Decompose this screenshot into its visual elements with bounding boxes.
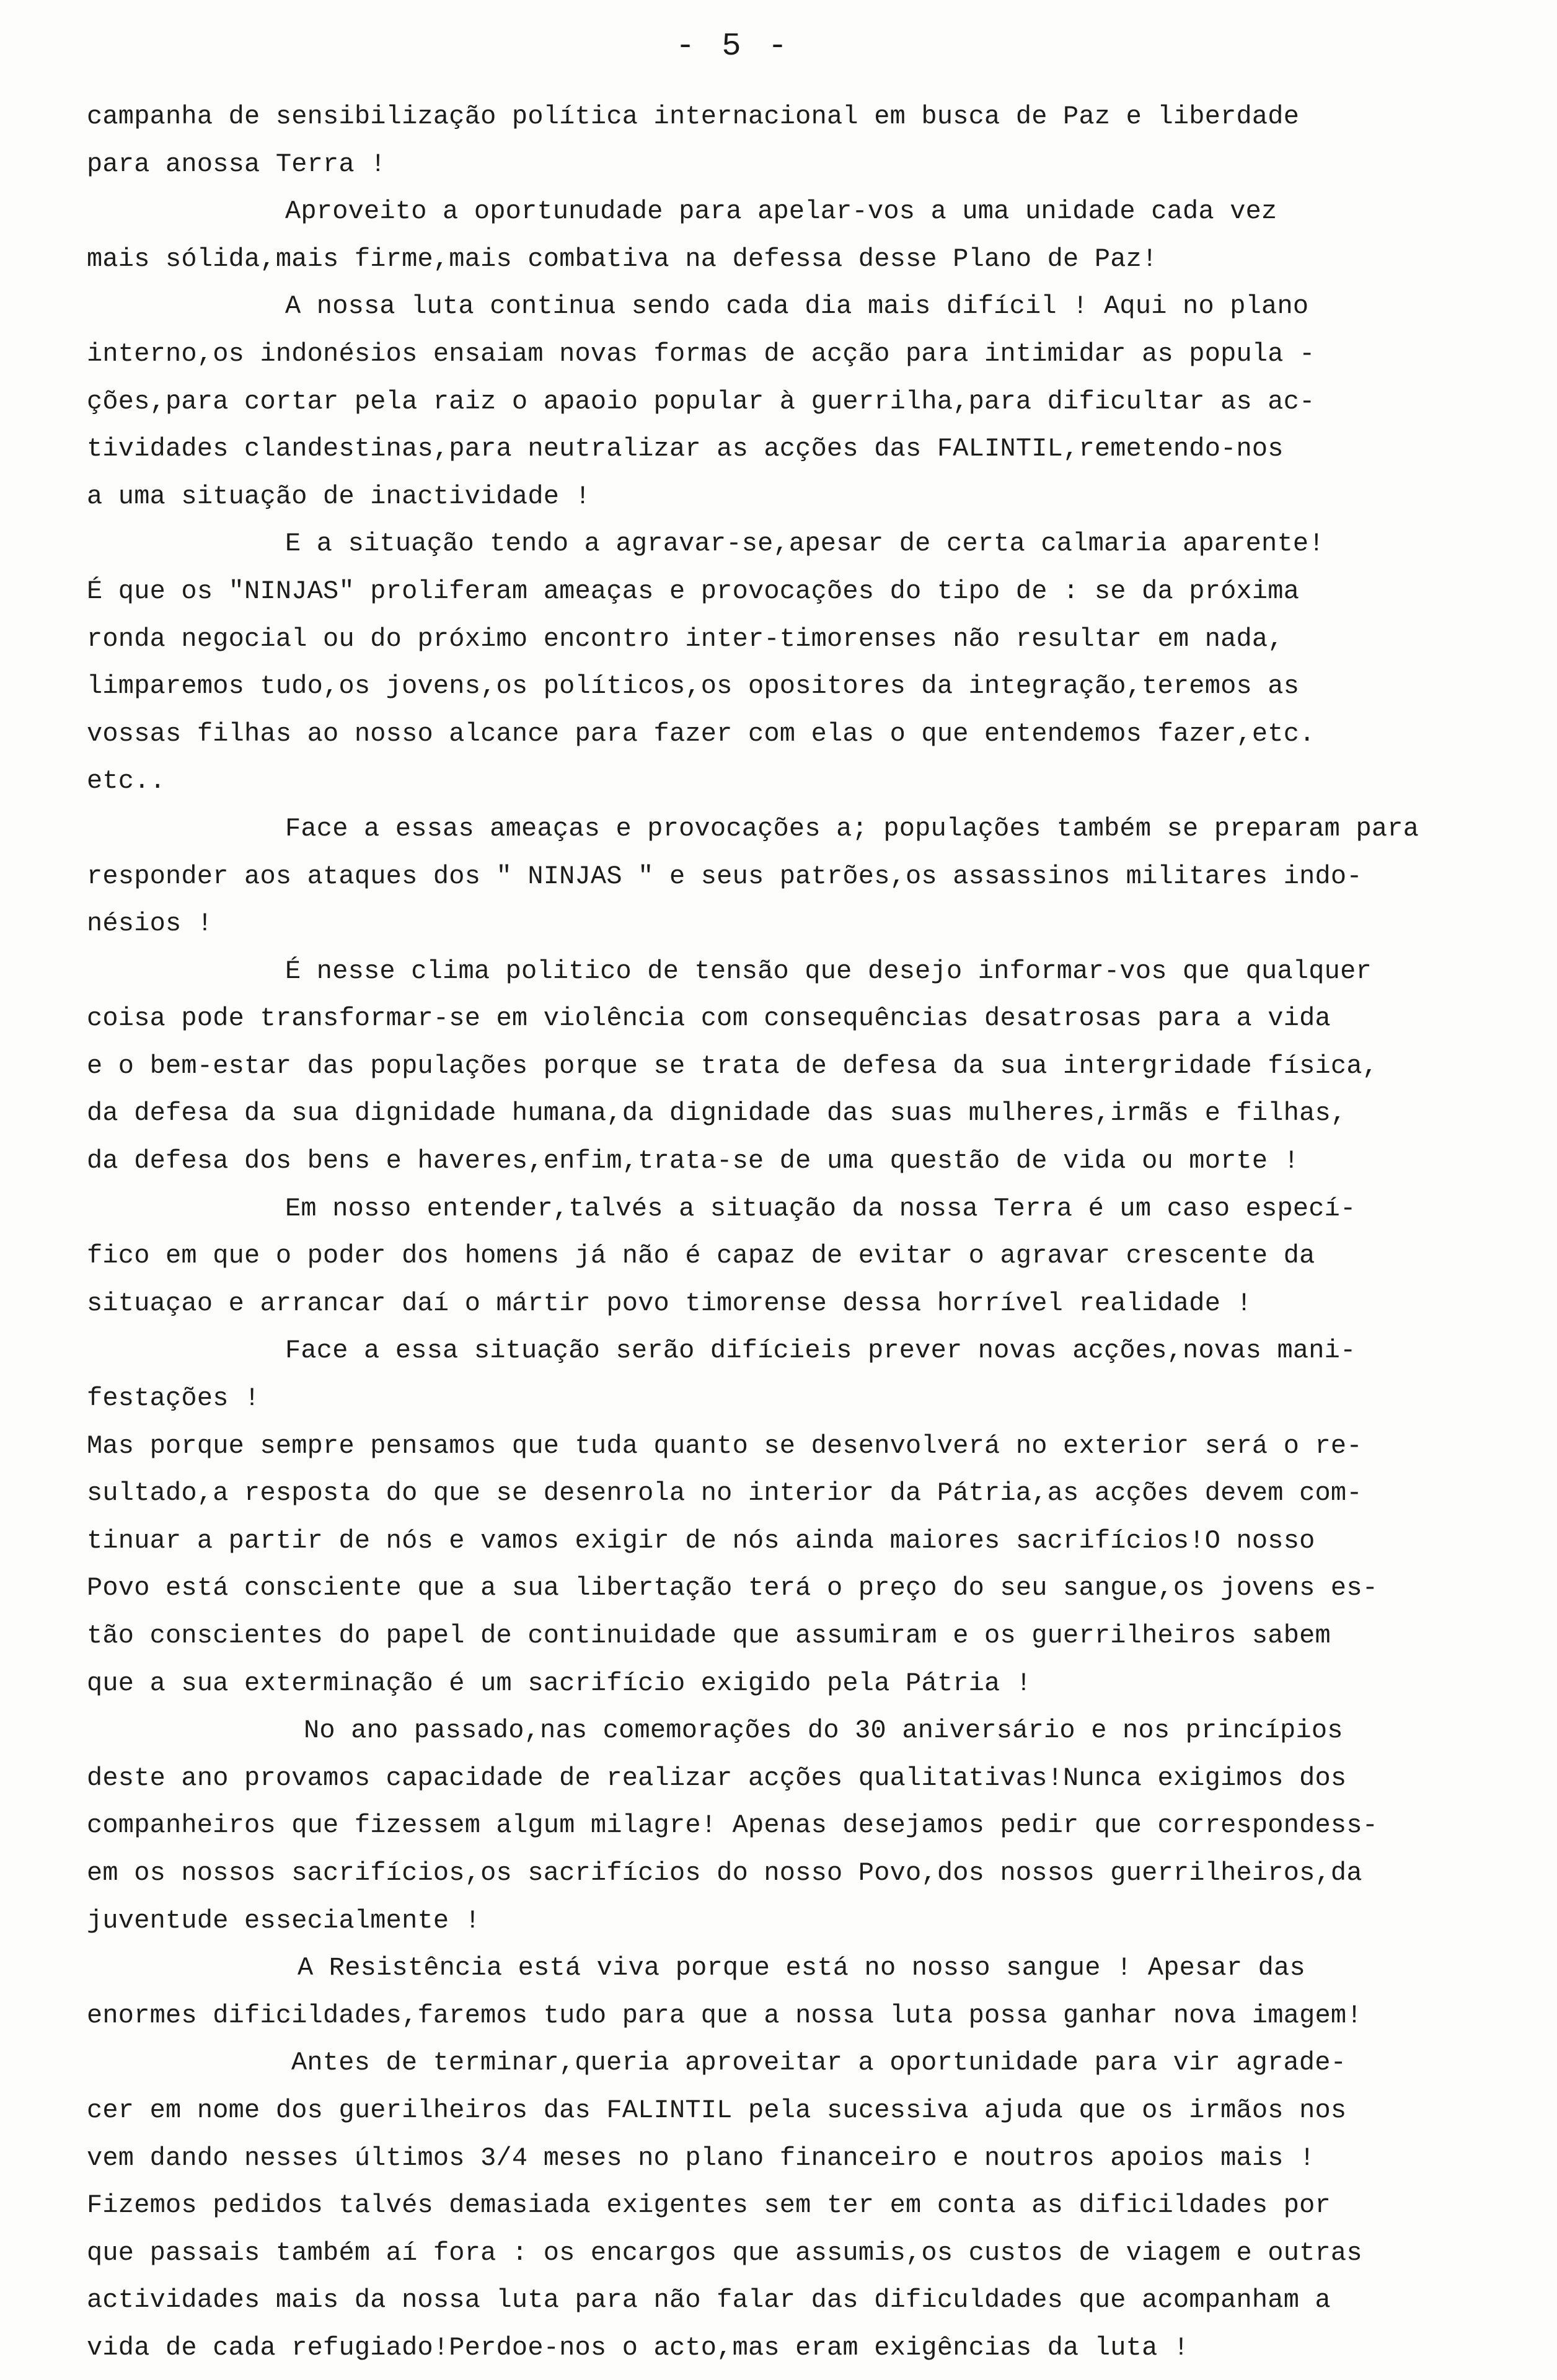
text-line: A Resistência está viva porque está no nosso sangue ! Apesar das bbox=[298, 1953, 1305, 1983]
text-line: Mas porque sempre pensamos que tuda quanto se desenvolverá no exterior será o re- bbox=[87, 1430, 1362, 1461]
text-line: em os nossos sacrifícios,os sacrifícios do nosso Povo,dos nossos guerrilheiros,da bbox=[87, 1858, 1362, 1888]
text-line: fico em que o poder dos homens já não é capaz de evitar o agravar crescente da bbox=[87, 1241, 1315, 1271]
text-line: Em nosso entender,talvés a situação da nossa Terra é um caso especí- bbox=[285, 1193, 1356, 1223]
text-line: deste ano provamos capacidade de realizar acções qualitativas!Nunca exigimos dos bbox=[87, 1763, 1347, 1793]
text-line: tão conscientes do papel de continuidade que assumiram e os guerrilheiros sabem bbox=[87, 1621, 1331, 1651]
text-line: situaçao e arrancar daí o mártir povo timorense dessa horrível realidade ! bbox=[87, 1288, 1252, 1318]
text-line: interno,os indonésios ensaiam novas formas de acção para intimidar as popula - bbox=[87, 338, 1315, 369]
letter-body bbox=[87, 93, 1450, 2372]
text-line: tividades clandestinas,para neutralizar as acções das FALINTIL,remetendo-nos bbox=[87, 434, 1284, 464]
text-line: que a sua exterminação é um sacrifício exigido pela Pátria ! bbox=[87, 1668, 1032, 1698]
text-line: É que os "NINJAS" proliferam ameaças e provocações do tipo de : se da próxima bbox=[87, 576, 1300, 606]
text-line: A nossa luta continua sendo cada dia mais difícil ! Aqui no plano bbox=[285, 291, 1309, 322]
text-line: que passais também aí fora : os encargos que assumis,os custos de viagem e outras bbox=[87, 2237, 1362, 2268]
text-line: ronda negocial ou do próximo encontro inter-timorenses não resultar em nada, bbox=[87, 624, 1284, 654]
text-line: vem dando nesses últimos 3/4 meses no plano financeiro e noutros apoios mais ! bbox=[87, 2143, 1315, 2173]
text-line: sultado,a resposta do que se desenrola no interior da Pátria,as acções devem com- bbox=[87, 1478, 1362, 1509]
text-line: enormes dificildades,faremos tudo para que a nossa luta possa ganhar nova imagem! bbox=[87, 2000, 1362, 2030]
text-line: É nesse clima politico de tensão que desejo informar-vos que qualquer bbox=[285, 956, 1372, 986]
text-line: Fizemos pedidos talvés demasiada exigentes sem ter em conta as dificildades por bbox=[87, 2190, 1331, 2221]
text-line: a uma situação de inactividade ! bbox=[87, 481, 591, 511]
text-line: coisa pode transformar-se em violência com consequências desatrosas para a vida bbox=[87, 1003, 1331, 1034]
text-line: tinuar a partir de nós e vamos exigir de nós ainda maiores sacrifícios!O nosso bbox=[87, 1525, 1315, 1556]
text-line: cer em nome dos guerilheiros das FALINTIL pela sucessiva ajuda que os irmãos nos bbox=[87, 2095, 1347, 2125]
text-line: e o bem-estar das populações porque se trata de defesa da sua intergridade física, bbox=[87, 1051, 1378, 1081]
text-line: vida de cada refugiado!Perdoe-nos o acto,mas eram exigências da luta ! bbox=[87, 2332, 1189, 2363]
page-number: - 5 - bbox=[676, 28, 792, 64]
text-line: actividades mais da nossa luta para não falar das dificuldades que acompanham a bbox=[87, 2285, 1331, 2316]
text-line: para anossa Terra ! bbox=[87, 149, 386, 179]
text-line: responder aos ataques dos " NINJAS " e seus patrões,os assassinos militares indo- bbox=[87, 861, 1362, 891]
text-line: ções,para cortar pela raiz o apaoio popular à guerrilha,para dificultar as ac- bbox=[87, 386, 1315, 416]
text-line: companheiros que fizessem algum milagre! Apenas desejamos pedir que correspondess- bbox=[87, 1810, 1378, 1841]
text-line: E a situação tendo a agravar-se,apesar de certa calmaria aparente! bbox=[285, 529, 1325, 559]
text-line: Aproveito a oportunudade para apelar-vos a uma unidade cada vez bbox=[285, 196, 1277, 227]
text-line: vossas filhas ao nosso alcance para fazer com elas o que entendemos fazer,etc. bbox=[87, 718, 1315, 749]
text-line: juventude essecialmente ! bbox=[87, 1905, 481, 1936]
text-line: festações ! bbox=[87, 1383, 260, 1414]
text-line: No ano passado,nas comemorações do 30 aniversário e nos princípios bbox=[304, 1716, 1343, 1746]
text-line: da defesa dos bens e haveres,enfim,trata-se de uma questão de vida ou morte ! bbox=[87, 1146, 1300, 1176]
text-line: Face a essa situação serão difícieis prever novas acções,novas mani- bbox=[285, 1336, 1356, 1366]
text-line: nésios ! bbox=[87, 909, 213, 939]
text-line: mais sólida,mais firme,mais combativa na defessa desse Plano de Paz! bbox=[87, 244, 1158, 274]
text-line: limparemos tudo,os jovens,os políticos,os opositores da integração,teremos as bbox=[87, 671, 1300, 702]
text-line: campanha de sensibilização política internacional em busca de Paz e liberdade bbox=[87, 102, 1300, 131]
text-line: Face a essas ameaças e provocações a; populações também se preparam para bbox=[285, 813, 1419, 844]
text-line: Antes de terminar,queria aproveitar a oportunidade para vir agrade- bbox=[291, 2048, 1347, 2078]
text-line: etc.. bbox=[87, 766, 166, 796]
text-line: da defesa da sua dignidade humana,da dignidade das suas mulheres,irmãs e filhas, bbox=[87, 1098, 1347, 1129]
text-line: Povo está consciente que a sua libertação terá o preço do seu sangue,os jovens es- bbox=[87, 1573, 1378, 1603]
